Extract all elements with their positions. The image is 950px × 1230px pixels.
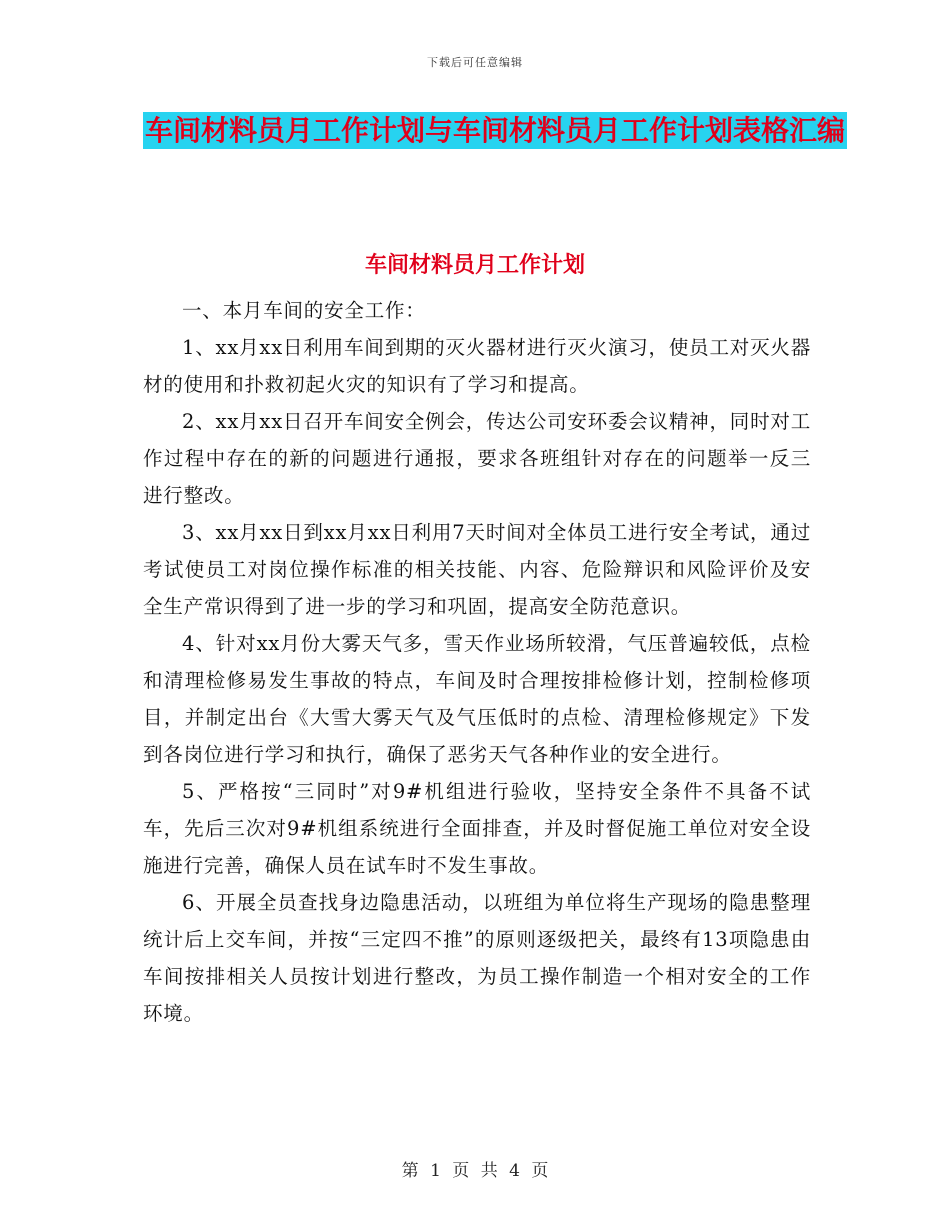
page-number-footer: 第 1 页 共 4 页 [401,1161,549,1181]
paragraph: 1、xx月xx日利用车间到期的灭火器材进行灭火演习，使员工对灭火器材的使用和扑救初起火灾的知识有了学习和提高。 [143,336,811,396]
document-body [143,292,811,1032]
document-title [140,110,850,152]
paragraph: 3、xx月xx日到xx月xx日利用7天时间对全体员工进行安全考试，通过考试使员工对岗位操作标准的相关技能、内容、危险辩识和风险评价及安全生产常识得到了进一步的学习和巩固，提高安全防范意识。 [143,521,811,618]
paragraph-heading: 一、本月车间的安全工作： [182,299,426,322]
header-note: 下载后可任意编辑 [427,56,523,69]
paragraph: 6、开展全员查找身边隐患活动，以班组为单位将生产现场的隐患整理统计后上交车间，并按“三定四不推”的原则逐级把关，最终有13项隐患由车间按排相关人员按计划进行整改，为员工操作制造一个相对安全的工作环境。 [143,891,811,1025]
paragraph: 5、严格按“三同时”对9#机组进行验收，坚持安全条件不具备不试车，先后三次对9#机组系统进行全面排查，并及时督促施工单位对安全设施进行完善，确保人员在试车时不发生事故。 [143,780,811,877]
paragraph: 2、xx月xx日召开车间安全例会，传达公司安环委会议精神，同时对工作过程中存在的新的问题进行通报，要求各班组针对存在的问题举一反三进行整改。 [143,410,811,507]
section-title: 车间材料员月工作计划 [364,253,585,278]
document-title-text: 车间材料员月工作计划与车间材料员月工作计划表格汇编 [144,114,845,147]
paragraph: 4、针对xx月份大雾天气多，雪天作业场所较滑，气压普遍较低，点检和清理检修易发生事故的特点，车间及时合理按排检修计划，控制检修项目，并制定出台《大雪大雾天气及气压低时的点检、清理检修规定》下发到各岗位进行学习和执行，确保了恶劣天气各种作业的安全进行。 [143,632,811,766]
